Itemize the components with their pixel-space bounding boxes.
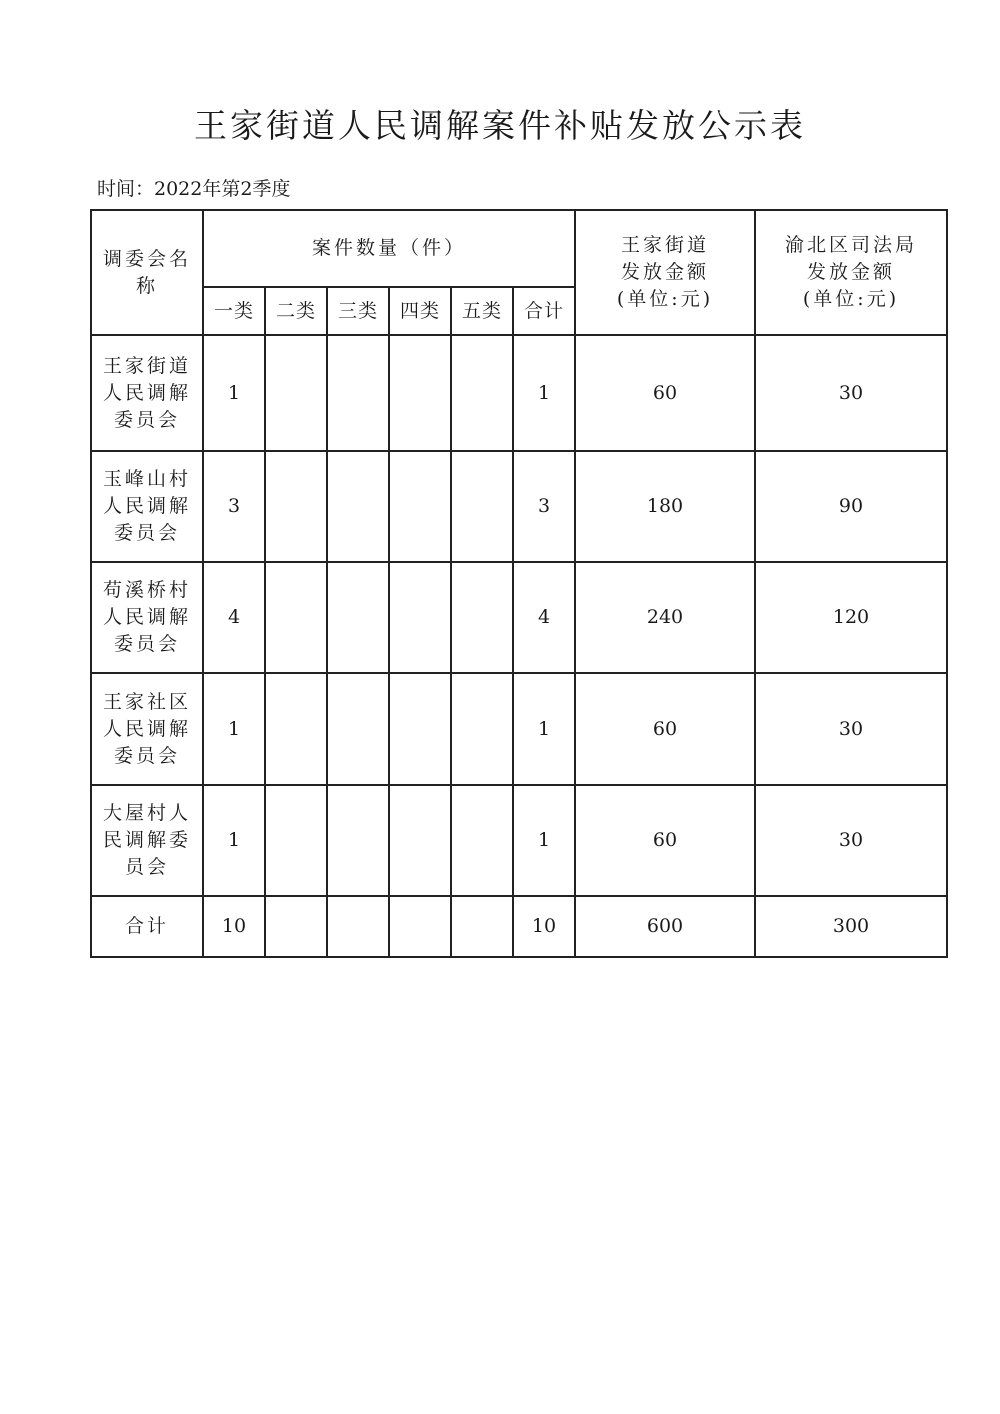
total-bureau-amount: 300 (755, 896, 947, 957)
org-name: 大屋村人 民调解委 员会 (91, 785, 203, 896)
cell-cat5 (451, 562, 513, 673)
org-name: 王家社区 人民调解 委员会 (91, 673, 203, 785)
page-title: 王家街道人民调解案件补贴发放公示表 (194, 106, 806, 145)
header-case-count: 案件数量（件） (203, 210, 575, 287)
table-row (91, 451, 947, 562)
header-category: 一类 (203, 287, 265, 335)
table-row (91, 562, 947, 673)
total-cat4 (389, 896, 451, 957)
cell-street-amount: 60 (575, 673, 755, 785)
total-cat3 (327, 896, 389, 957)
cell-cat2 (265, 451, 327, 562)
cell-bureau-amount: 30 (755, 335, 947, 451)
header-category: 五类 (451, 287, 513, 335)
header-category: 三类 (327, 287, 389, 335)
header-category: 二类 (265, 287, 327, 335)
cell-cat3 (327, 451, 389, 562)
header-bureau-amount: 渝北区司法局 发放金额 (单位:元) (755, 210, 947, 335)
cell-cat4 (389, 785, 451, 896)
cell-street-amount: 60 (575, 335, 755, 451)
time-label: 时间：2022年第2季度 (97, 178, 291, 200)
total-cat1: 10 (203, 896, 265, 957)
header-org-name: 调委会名 称 (91, 210, 203, 335)
cell-cat5 (451, 335, 513, 451)
cell-cat5 (451, 451, 513, 562)
header-category: 四类 (389, 287, 451, 335)
total-cat2 (265, 896, 327, 957)
cell-total: 1 (513, 785, 575, 896)
total-cat5 (451, 896, 513, 957)
cell-cat4 (389, 562, 451, 673)
cell-total: 1 (513, 673, 575, 785)
cell-cat1: 4 (203, 562, 265, 673)
cell-bureau-amount: 30 (755, 673, 947, 785)
cell-cat3 (327, 785, 389, 896)
cell-bureau-amount: 120 (755, 562, 947, 673)
cell-bureau-amount: 30 (755, 785, 947, 896)
cell-cat1: 1 (203, 673, 265, 785)
cell-street-amount: 60 (575, 785, 755, 896)
cell-street-amount: 180 (575, 451, 755, 562)
cell-bureau-amount: 90 (755, 451, 947, 562)
total-row (91, 896, 947, 957)
cell-cat1: 3 (203, 451, 265, 562)
cell-cat1: 1 (203, 785, 265, 896)
cell-street-amount: 240 (575, 562, 755, 673)
cell-cat5 (451, 673, 513, 785)
cell-cat3 (327, 673, 389, 785)
subsidy-table (90, 209, 948, 958)
cell-total: 1 (513, 335, 575, 451)
cell-cat3 (327, 562, 389, 673)
cell-cat2 (265, 785, 327, 896)
header-category-total: 合计 (513, 287, 575, 335)
cell-total: 4 (513, 562, 575, 673)
total-street-amount: 600 (575, 896, 755, 957)
cell-total: 3 (513, 451, 575, 562)
org-name: 王家街道 人民调解 委员会 (91, 335, 203, 451)
table-row (91, 673, 947, 785)
cell-cat2 (265, 673, 327, 785)
cell-cat2 (265, 335, 327, 451)
header-street-amount: 王家街道 发放金额 (单位:元) (575, 210, 755, 335)
cell-cat1: 1 (203, 335, 265, 451)
cell-cat4 (389, 673, 451, 785)
cell-cat4 (389, 335, 451, 451)
total-label: 合计 (91, 896, 203, 957)
cell-cat4 (389, 451, 451, 562)
table-row (91, 335, 947, 451)
cell-cat2 (265, 562, 327, 673)
cell-cat5 (451, 785, 513, 896)
total-sum: 10 (513, 896, 575, 957)
table-row (91, 785, 947, 896)
org-name: 玉峰山村 人民调解 委员会 (91, 451, 203, 562)
cell-cat3 (327, 335, 389, 451)
org-name: 苟溪桥村 人民调解 委员会 (91, 562, 203, 673)
